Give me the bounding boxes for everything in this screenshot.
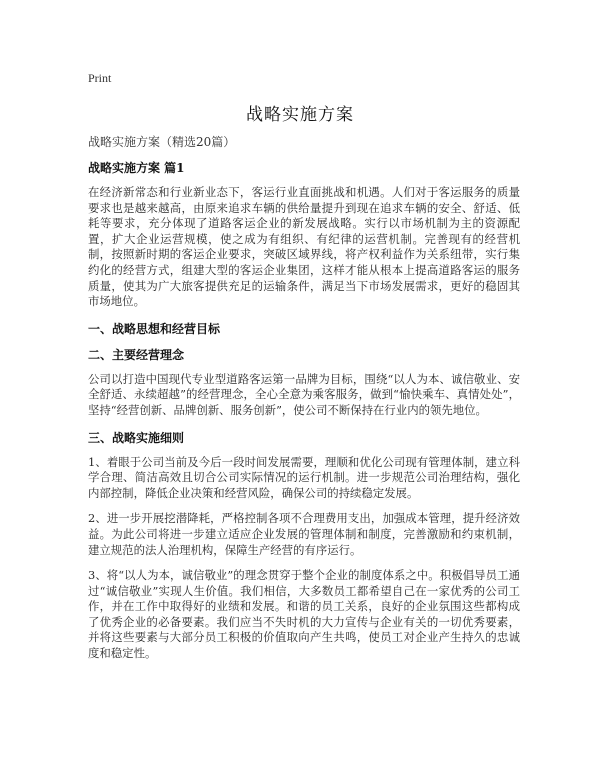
article-body [88, 133, 520, 672]
section-heading: 一、战略思想和经营目标 [88, 321, 221, 336]
paragraph: 3、将“以人为本，诚信敬业”的理念贯穿于整个企业的制度体系之中。积极倡导员工通过“诚信敬业”实现人生价值。我们相信，大多数员工都希望自己在一家优秀的公司工作，并在工作中取得好的业绩和发展。和谐的员工关系，良好的企业氛围这些都构成了优秀企业的必备要素。我们应当不失时机的大力宣传与企业有关的一切优秀要素，并将这些要素与大部分员工积极的价值取向产生共鸣，使员工对企业产生持久的忠诚度和稳定性。 [88, 568, 520, 661]
paragraph: 在经济新常态和行业新业态下，客运行业直面挑战和机遇。人们对于客运服务的质量要求也是越来越高，由原来追求车辆的供给量提升到现在追求车辆的安全、舒适、低耗等要求，充分体现了道路客运企业的新发展战略。实行以市场机制为主的资源配置，扩大企业运营规模，使之成为有组织、有纪律的运营机制。完善现有的经营机制，按照新时期的客运企业要求，突破区域界线，将产权利益作为关系纽带，实行集约化的经营方式，组建大型的客运企业集团，这样才能从根本上提高道路客运的服务质量，使其为广大旅客提供充足的运输条件，满足当下市场发展需求，更好的稳固其市场地位。 [88, 185, 520, 309]
section-heading: 三、战略实施细则 [88, 430, 185, 445]
paragraph: 1、着眼于公司当前及今后一段时间发展需要，理顺和优化公司现有管理体制，建立科学合理、简洁高效且切合公司实际情况的运行机制。进一步规范公司治理结构，强化内部控制，降低企业决策和经营风险，确保公司的持续稳定发展。 [88, 454, 520, 500]
article-subtitle: 战略实施方案（精选20篇） [88, 135, 236, 149]
section-heading: 二、主要经营理念 [88, 347, 185, 362]
print-link[interactable]: Print [88, 71, 112, 85]
section-list [88, 159, 520, 662]
section-heading: 战略实施方案 篇1 [88, 161, 185, 175]
paragraph: 2、进一步开展挖潜降耗，严格控制各项不合理费用支出，加强成本管理，提升经济效益。为此公司将进一步建立适应企业发展的管理体制和制度，完善激励和约束机制，建立规范的法人治理机构，保障生产经营的有序运行。 [88, 511, 520, 557]
paragraph: 公司以打造中国现代专业型道路客运第一品牌为目标，围绕“以人为本、诚信敬业、安全舒适、永续超越”的经营理念，全心全意为乘客服务，做到“愉快乘车、真情处处”，坚持“经营创新、品牌创新、服务创新”，使公司不断保持在行业内的领先地位。 [88, 371, 520, 417]
page-title: 战略实施方案 [246, 105, 354, 125]
